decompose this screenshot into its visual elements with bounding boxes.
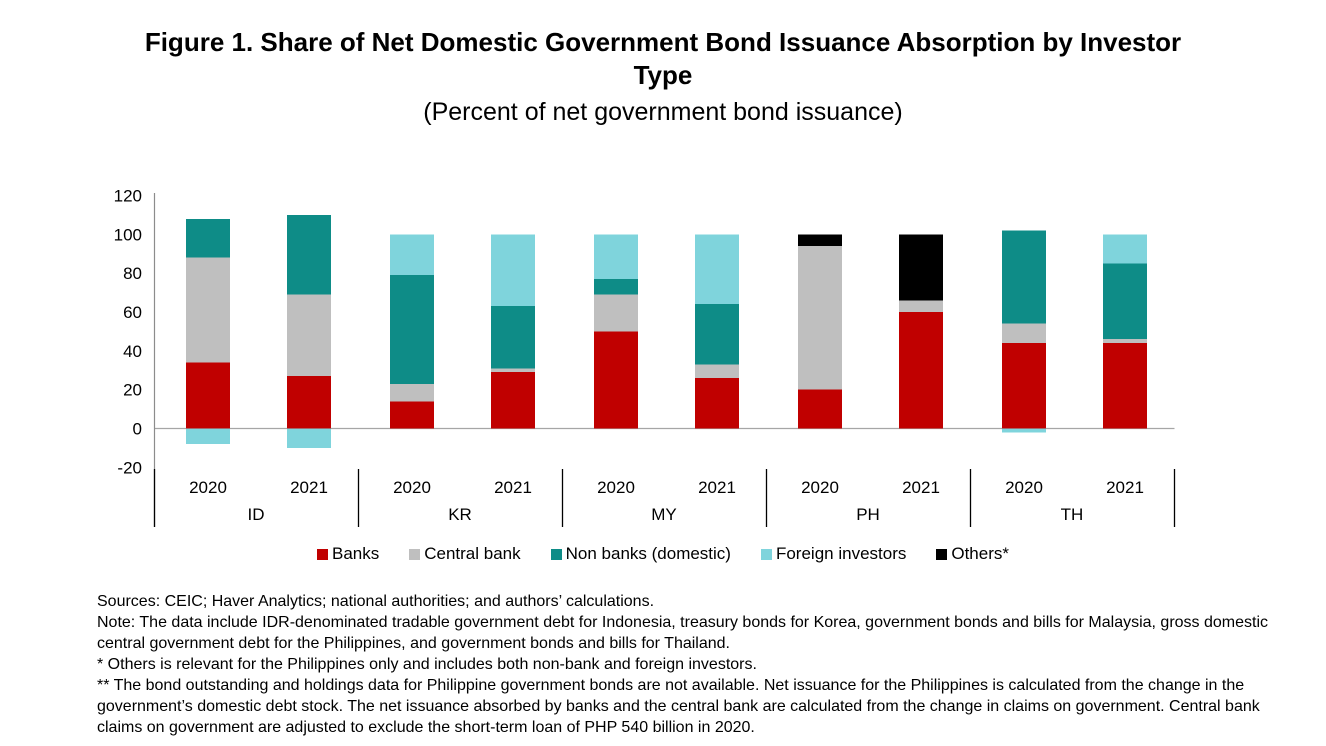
x-year-label: 2020 [597, 478, 635, 497]
legend-label: Foreign investors [775, 544, 907, 563]
bar-segment [390, 384, 434, 401]
x-country-label: TH [1060, 505, 1084, 524]
bar-segment [695, 304, 739, 364]
x-country-label: KR [448, 505, 472, 524]
x-country-label: MY [651, 505, 677, 524]
bar-segment [287, 376, 331, 428]
legend-item [409, 544, 520, 564]
legend-item [317, 544, 379, 564]
bar-segment [186, 258, 230, 363]
bar-segment [594, 331, 638, 428]
legend-label: Banks [331, 544, 380, 563]
bar-segment [1103, 234, 1147, 263]
bar-segment [798, 390, 842, 429]
bar-segment [287, 429, 331, 448]
figure-subtitle: (Percent of net government bond issuance) [423, 98, 903, 126]
y-tick-label: 120 [113, 186, 142, 206]
legend-item [936, 544, 1009, 564]
bar-segment [695, 364, 739, 378]
legend-item [551, 544, 731, 564]
bar-segment [491, 234, 535, 306]
bar-segment [798, 246, 842, 390]
legend-label: Others* [951, 544, 1009, 563]
footnote-note: Note: The data include IDR-denominated tradable government debt for Indonesia, treasury bonds for Korea, government bonds and bills for Malaysia, gross domestic central government debt for the Philippines, and government bonds and bills for Thailand. [97, 614, 1269, 652]
x-year-label: 2021 [698, 478, 736, 497]
footnotes [97, 591, 1289, 738]
bar-segment [1103, 343, 1147, 428]
x-year-label: 2021 [290, 478, 328, 497]
bar-segment [491, 372, 535, 428]
bar-segment [390, 401, 434, 428]
y-tick-label: 60 [123, 302, 142, 322]
legend-swatch [409, 549, 420, 560]
legend-label: Non banks (domestic) [565, 544, 731, 563]
bar-segment [798, 234, 842, 246]
y-tick-label: -20 [117, 458, 142, 478]
footnote-others: * Others is relevant for the Philippines only and includes both non-bank and foreign investors. [97, 656, 757, 673]
footnote-ph-method: ** The bond outstanding and holdings data for Philippine government bonds are not available. Net issuance for the Philippines is calculated from the change in the government’s domestic debt stock. The net issuance absorbed by banks and the central bank are calculated from the change in claims on government. Central bank claims on government are adjusted to exclude the short-term loan of PHP 540 billion in 2020. [97, 677, 1260, 736]
x-year-label: 2020 [393, 478, 431, 497]
bar-segment [594, 295, 638, 332]
bar-segment [186, 362, 230, 428]
bar-segment [899, 312, 943, 429]
bar-segment [695, 234, 739, 304]
legend-item [761, 544, 906, 564]
legend-swatch [761, 549, 772, 560]
x-year-label: 2020 [801, 478, 839, 497]
y-tick-label: 0 [132, 419, 142, 439]
bar-segment [1002, 429, 1046, 433]
chart-legend [0, 544, 1326, 564]
bar-segment [1002, 230, 1046, 323]
x-year-label: 2021 [494, 478, 532, 497]
bar-segment [287, 295, 331, 377]
y-tick-label: 40 [123, 341, 142, 361]
bar-segment [1103, 263, 1147, 339]
bar-segment [899, 300, 943, 312]
bar-segment [186, 429, 230, 445]
bar-segment [594, 279, 638, 295]
bar-segment [594, 234, 638, 279]
bar-segment [390, 275, 434, 384]
bar-segment [899, 234, 943, 300]
legend-swatch [317, 549, 328, 560]
figure-title-line1: Figure 1. Share of Net Domestic Government Bond Issuance Absorption by Investor [144, 27, 1182, 57]
x-country-label: PH [856, 505, 880, 524]
bar-segment [1002, 324, 1046, 343]
bar-segment [1002, 343, 1046, 428]
y-tick-label: 80 [123, 264, 142, 284]
figure-title-line2: Type [633, 60, 693, 90]
bar-segment [1103, 339, 1147, 343]
bar-segment [390, 234, 434, 275]
bar-segment [695, 378, 739, 428]
x-year-label: 2021 [1106, 478, 1144, 497]
y-tick-label: 20 [123, 380, 142, 400]
bar-segment [186, 219, 230, 258]
legend-label: Central bank [424, 544, 521, 563]
x-country-label: ID [247, 505, 265, 524]
bar-segment [287, 215, 331, 295]
x-year-label: 2020 [189, 478, 227, 497]
legend-swatch [551, 549, 562, 560]
y-tick-label: 100 [113, 225, 142, 245]
legend-swatch [936, 549, 947, 560]
x-year-label: 2021 [902, 478, 940, 497]
bar-segment [491, 368, 535, 372]
footnote-sources: Sources: CEIC; Haver Analytics; national authorities; and authors’ calculations. [97, 593, 655, 610]
x-year-label: 2020 [1005, 478, 1043, 497]
bar-segment [491, 306, 535, 368]
